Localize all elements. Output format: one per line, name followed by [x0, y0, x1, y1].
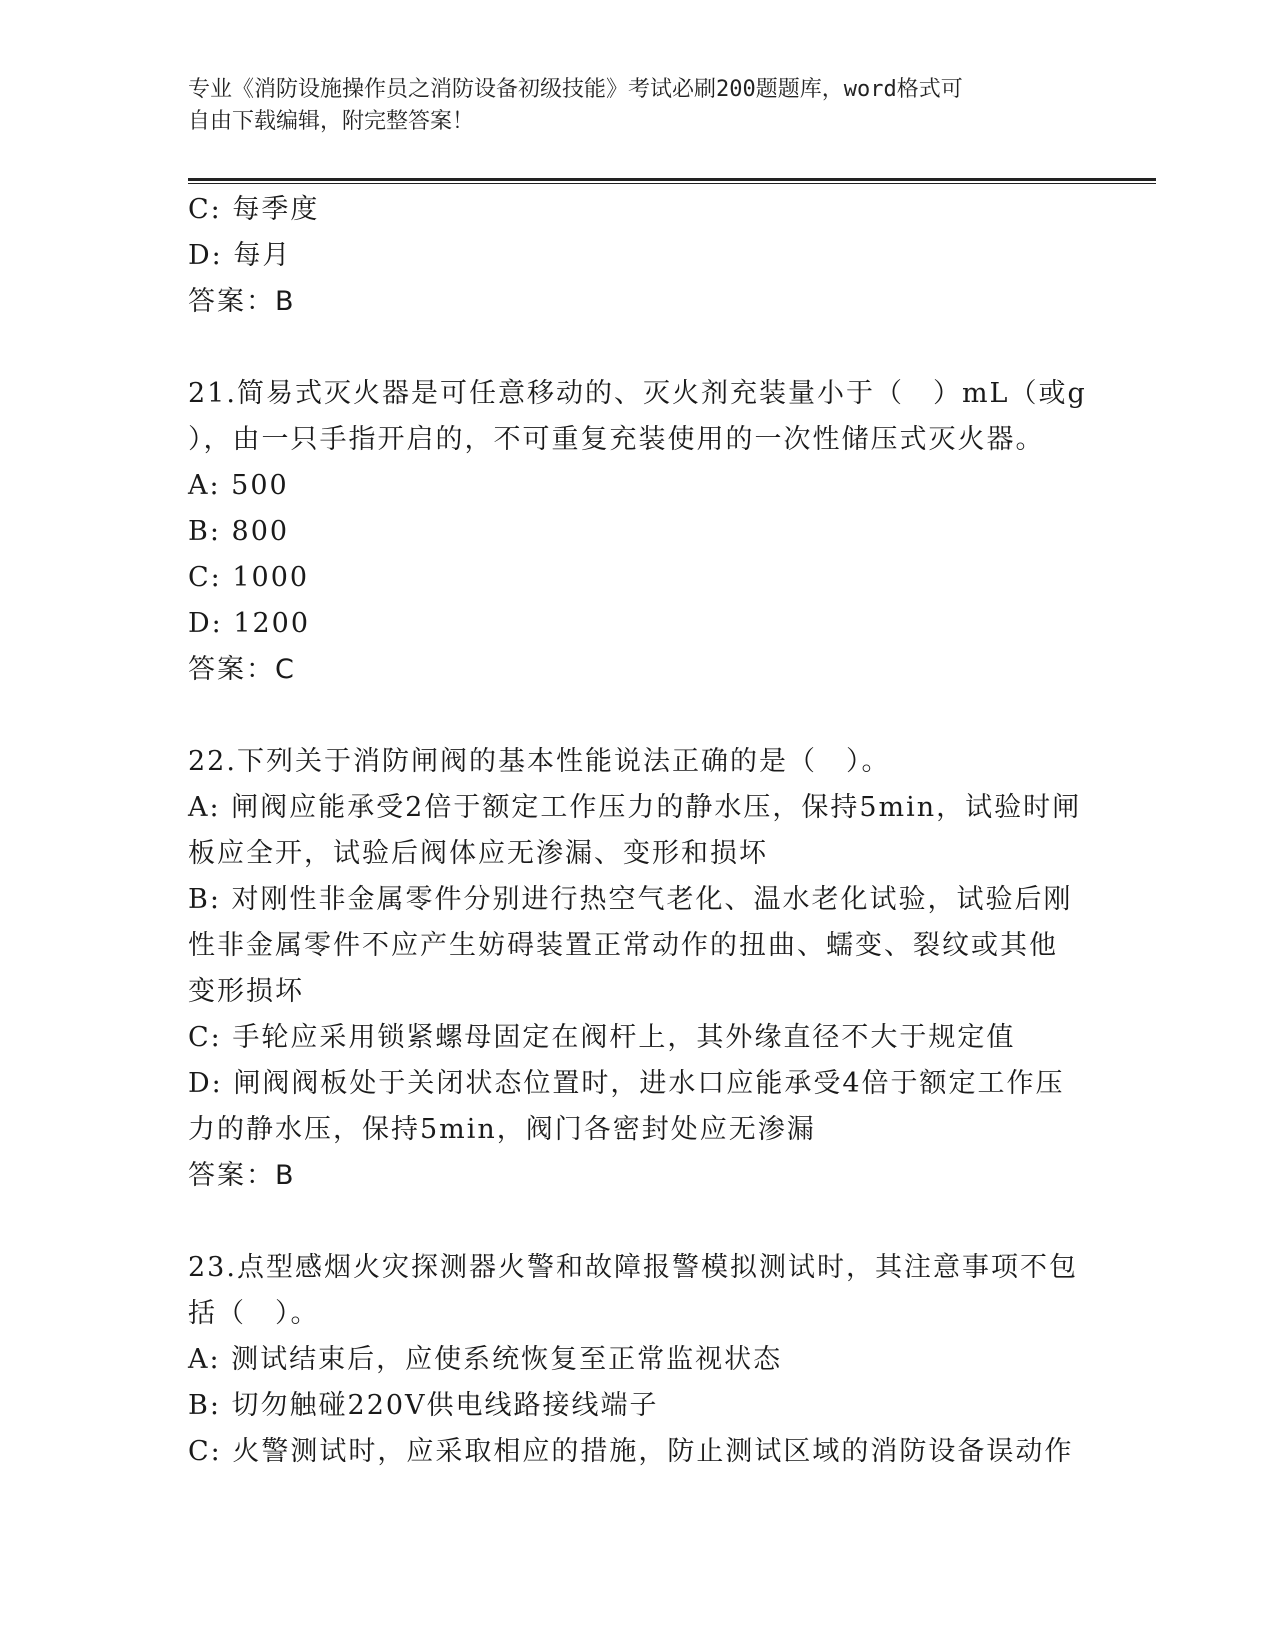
option-a-continued: 板应全开，试验后阀体应无渗漏、变形和损坏: [188, 838, 768, 869]
option-d-continued: 力的静水压，保持5min，阀门各密封处应无渗漏: [188, 1114, 816, 1145]
question-content: [188, 187, 1088, 1475]
header-rule-thin: [188, 183, 1156, 184]
page-header: [188, 74, 1088, 138]
answer-label: 答案：C: [188, 654, 296, 685]
option-d: D: 每月: [188, 240, 292, 271]
option-c: C: 手轮应采用锁紧螺母固定在阀杆上，其外缘直径不大于规定值: [188, 1022, 1016, 1053]
option-b-continued: 变形损坏: [188, 976, 304, 1007]
header-line-1: 专业《消防设施操作员之消防设备初级技能》考试必刷200题题库，word格式可: [188, 77, 963, 102]
option-d: D: 1200: [188, 608, 311, 639]
option-b: B: 800: [188, 516, 290, 547]
option-a: A: 测试结束后，应使系统恢复至正常监视状态: [188, 1344, 783, 1375]
question-23: [188, 1245, 1088, 1475]
question-21: [188, 371, 1088, 693]
option-b-continued: 性非金属零件不应产生妨碍装置正常动作的扭曲、蠕变、裂纹或其他: [188, 930, 1058, 961]
question-stem-line: 括（ ）。: [188, 1298, 320, 1329]
option-a: A: 500: [188, 470, 289, 501]
option-a: A: 闸阀应能承受2倍于额定工作压力的静水压，保持5min，试验时闸: [188, 792, 1082, 823]
option-c: C: 火警测试时，应采取相应的措施，防止测试区域的消防设备误动作: [188, 1436, 1074, 1467]
question-22: [188, 739, 1088, 1199]
question-stem-line: ），由一只手指开启的，不可重复充装使用的一次性储压式灭火器。: [188, 424, 1045, 455]
question-stem-line: 22.下列关于消防闸阀的基本性能说法正确的是（ ）。: [188, 746, 891, 777]
header-rule-thick: [188, 178, 1156, 181]
header-line-2: 自由下载编辑，附完整答案！: [188, 109, 475, 134]
question-20-continued: [188, 187, 1088, 325]
option-c: C: 1000: [188, 562, 310, 593]
answer-label: 答案：B: [188, 1160, 296, 1191]
option-d: D: 闸阀阀板处于关闭状态位置时，进水口应能承受4倍于额定工作压: [188, 1068, 1065, 1099]
question-stem-line: 21.简易式灭火器是可任意移动的、灭火剂充装量小于（ ）mL（或g: [188, 378, 1087, 409]
option-b: B: 切勿触碰220V供电线路接线端子: [188, 1390, 659, 1421]
answer-label: 答案：B: [188, 286, 296, 317]
option-c: C: 每季度: [188, 194, 320, 225]
option-b: B: 对刚性非金属零件分别进行热空气老化、温水老化试验，试验后刚: [188, 884, 1073, 915]
question-stem-line: 23.点型感烟火灾探测器火警和故障报警模拟测试时，其注意事项不包: [188, 1252, 1078, 1283]
